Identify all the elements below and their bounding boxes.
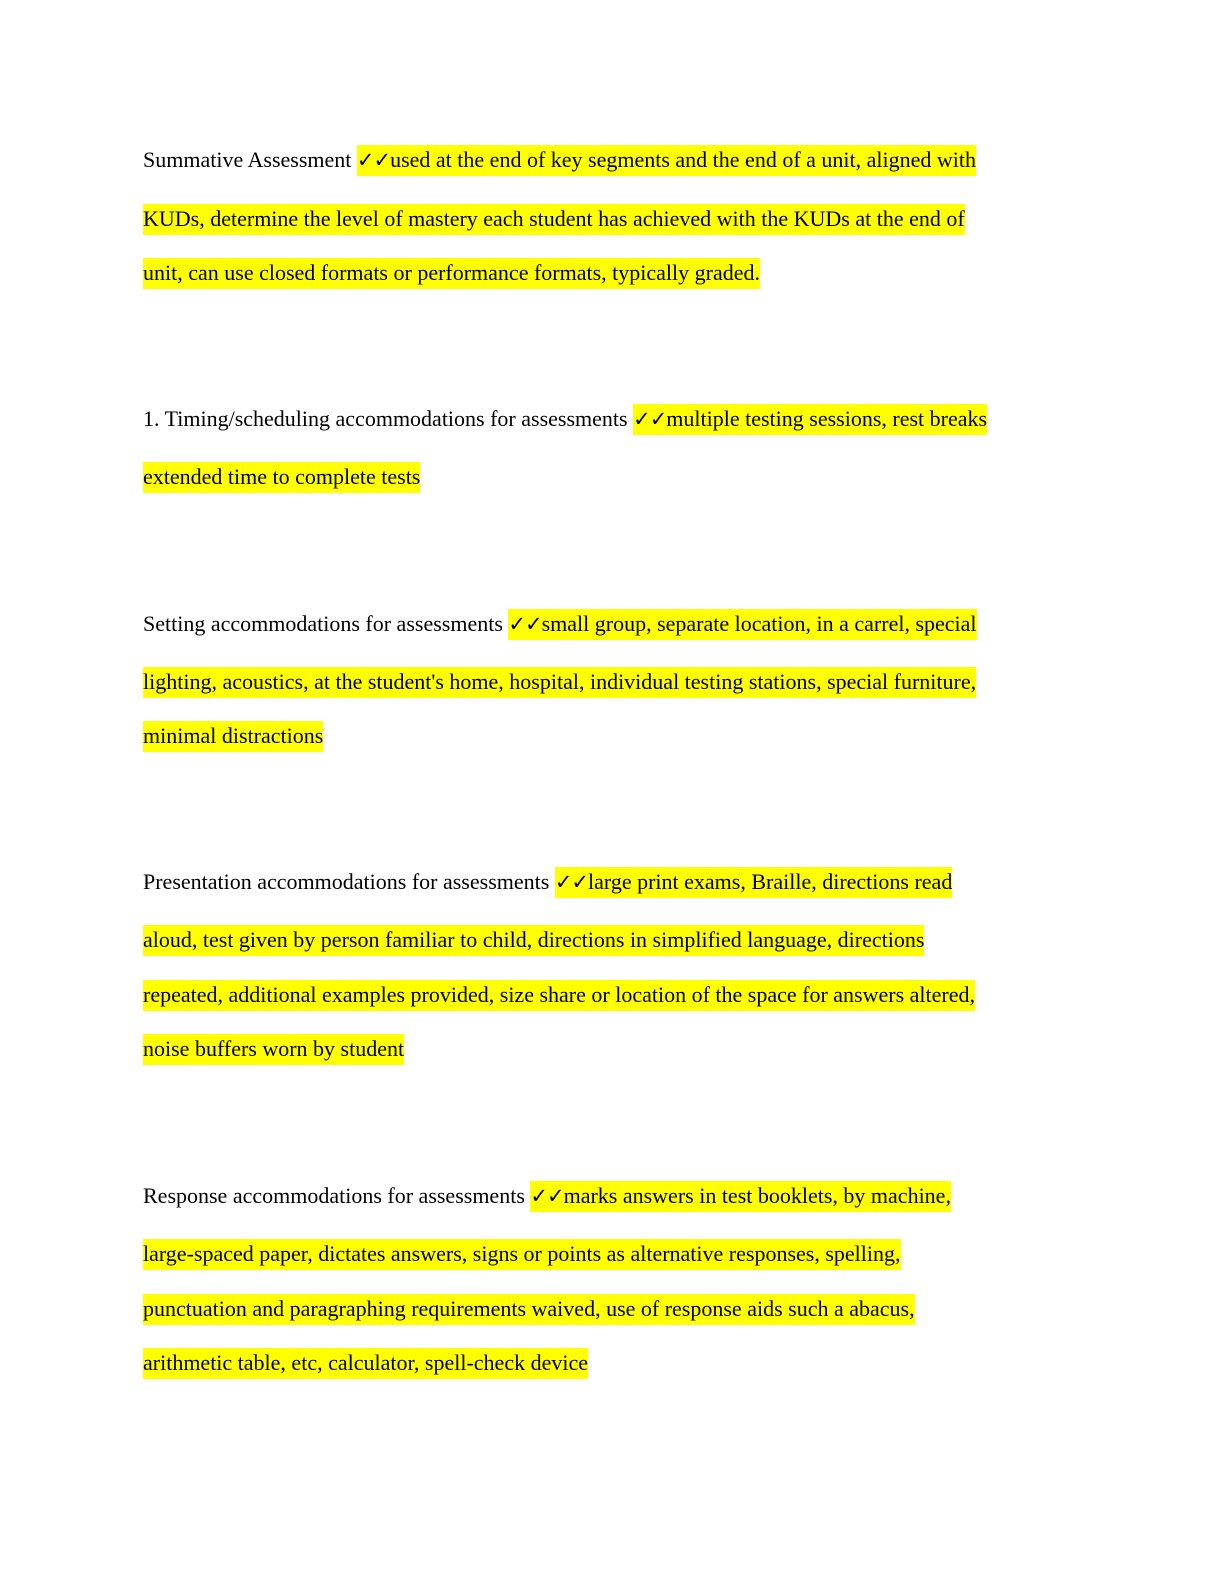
definition-text: punctuation and paragraphing requirements waived, use of response aids such a abacus,: [143, 1294, 915, 1325]
definition-highlight: [357, 145, 976, 176]
definition-text: minimal distractions: [143, 721, 323, 752]
entry-setting-line-3: [143, 722, 323, 750]
term-label: Presentation accommodations for assessments: [143, 869, 550, 894]
definition-text: aloud, test given by person familiar to child, directions in simplified language, directions: [143, 925, 924, 956]
check-marks-icon: ✓✓: [356, 148, 391, 172]
entry-response-line-3: [143, 1295, 915, 1323]
definition-text: noise buffers worn by student: [143, 1034, 404, 1065]
entry-response-line-1: [143, 1182, 951, 1210]
definition-highlight: [508, 609, 976, 640]
definition-text: large print exams, Braille, directions read: [588, 869, 953, 894]
definition-highlight: [530, 1181, 951, 1212]
check-marks-icon: ✓✓: [554, 870, 589, 894]
definition-text: arithmetic table, etc, calculator, spell-check device: [143, 1348, 588, 1379]
definition-text: large-spaced paper, dictates answers, signs or points as alternative responses, spelling,: [143, 1239, 901, 1270]
entry-presentation-line-1: [143, 868, 952, 896]
check-marks-icon: ✓✓: [633, 407, 667, 431]
entry-setting-line-1: [143, 610, 977, 638]
entry-summative-line-1: [143, 146, 976, 174]
definition-text: lighting, acoustics, at the student's home, hospital, individual testing stations, special furniture,: [143, 667, 976, 698]
definition-highlight: [633, 404, 987, 435]
entry-setting-line-2: [143, 668, 976, 696]
entry-summative-line-3: [143, 259, 760, 287]
entry-timing-line-1: [143, 405, 987, 433]
definition-text: unit, can use closed formats or performance formats, typically graded.: [143, 258, 760, 289]
definition-text: repeated, additional examples provided, size share or location of the space for answers altered,: [143, 980, 975, 1011]
term-label: Summative Assessment: [143, 147, 352, 172]
entry-summative-line-2: [143, 205, 965, 233]
entry-presentation-line-4: [143, 1035, 404, 1063]
definition-text: extended time to complete tests: [143, 462, 420, 493]
definition-highlight: [555, 867, 953, 898]
entry-response-line-2: [143, 1240, 901, 1268]
term-label: 1. Timing/scheduling accommodations for assessments: [143, 406, 628, 431]
entry-response-line-4: [143, 1349, 588, 1377]
definition-text: used at the end of key segments and the end of a unit, aligned with: [390, 147, 976, 172]
entry-presentation-line-3: [143, 981, 975, 1009]
check-marks-icon: ✓✓: [530, 1184, 564, 1208]
term-label: Setting accommodations for assessments: [143, 611, 503, 636]
definition-text: small group, separate location, in a carrel, special: [541, 611, 977, 636]
check-marks-icon: ✓✓: [508, 612, 542, 636]
definition-text: marks answers in test booklets, by machine,: [563, 1183, 951, 1208]
term-label: Response accommodations for assessments: [143, 1183, 525, 1208]
entry-presentation-line-2: [143, 926, 924, 954]
entry-timing-line-2: [143, 463, 420, 491]
definition-text: KUDs, determine the level of mastery each student has achieved with the KUDs at the end of: [143, 204, 965, 235]
definition-text: multiple testing sessions, rest breaks: [666, 406, 988, 431]
